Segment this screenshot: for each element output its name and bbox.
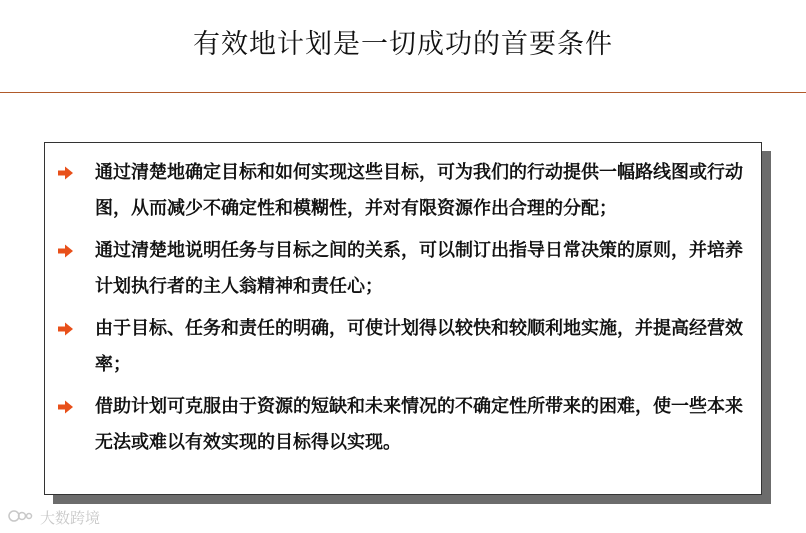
arrow-right-icon [57,389,95,425]
bullet-text: 借助计划可克服由于资源的短缺和未来情况的不确定性所带来的困难，使一些本来无法或难以有效实现的目标得以实现。 [95,396,743,453]
slide-title: 有效地计划是一切成功的首要条件 [193,29,613,60]
bullet-item [57,311,747,383]
bullet-item [57,155,747,227]
watermark-text: 大数跨境 [40,509,101,527]
logo-icon [8,508,34,528]
bullet-item [57,233,747,305]
watermark [8,507,100,528]
bullet-text: 由于目标、任务和责任的明确，可使计划得以较快和较顺利地实施，并提高经营效率； [95,318,743,375]
arrow-right-icon [57,233,95,269]
arrow-right-icon [57,155,95,191]
bullet-text: 通过清楚地说明任务与目标之间的关系，可以制订出指导日常决策的原则，并培养计划执行者的主人翁精神和责任心； [95,240,743,297]
arrow-right-icon [57,311,95,347]
bullet-item [57,389,747,461]
content-box [44,142,762,495]
title-divider [0,92,806,93]
bullet-text: 通过清楚地确定目标和如何实现这些目标，可为我们的行动提供一幅路线图或行动图，从而减少不确定性和模糊性，并对有限资源作出合理的分配； [95,162,743,219]
